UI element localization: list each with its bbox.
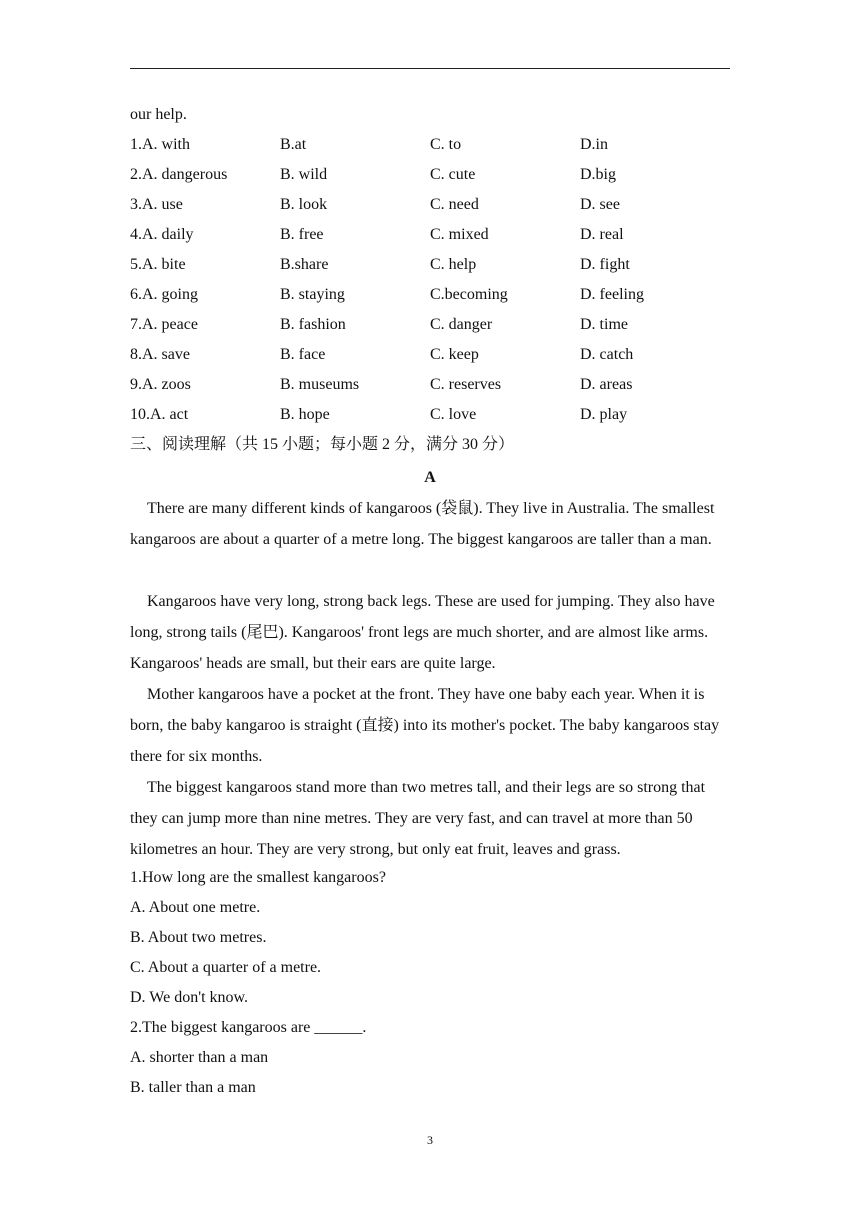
paragraph-1: There are many different kinds of kangaroos (袋鼠). They live in Australia. The smallest kangaroos are about a quarter of a metre long. The biggest kangaroos are taller than a man. bbox=[130, 500, 715, 548]
option-a: 9.A. zoos bbox=[130, 376, 191, 393]
section-header: 三、阅读理解（共 15 小题；每小题 2 分，满分 30 分） bbox=[130, 436, 515, 453]
option-b: B. staying bbox=[280, 286, 345, 303]
paragraph-3: Mother kangaroos have a pocket at the front. They have one baby each year. When it is born, the baby kangaroo is straight (直接) into its mother's pocket. The baby kangaroos stay there for six months. bbox=[130, 686, 720, 765]
question-line: B. About two metres. bbox=[130, 929, 267, 946]
option-a: 6.A. going bbox=[130, 286, 198, 303]
option-c: C. keep bbox=[430, 346, 479, 363]
option-c: C. to bbox=[430, 136, 462, 153]
question-line: B. taller than a man bbox=[130, 1079, 256, 1096]
option-a: 3.A. use bbox=[130, 196, 183, 213]
option-a: 7.A. peace bbox=[130, 316, 198, 333]
option-d: D. real bbox=[580, 226, 624, 243]
paragraph-2: Kangaroos have very long, strong back legs. These are used for jumping. They also have long, strong tails (尾巴). Kangaroos' front legs are much shorter, and are almost like arms. Kangaroos' heads are small, but their ears are quite large. bbox=[130, 593, 715, 672]
option-d: D. fight bbox=[580, 256, 630, 273]
option-d: D. time bbox=[580, 316, 628, 333]
option-a: 5.A. bite bbox=[130, 256, 186, 273]
option-a: 8.A. save bbox=[130, 346, 190, 363]
question-line: A. About one metre. bbox=[130, 899, 261, 916]
option-b: B.share bbox=[280, 256, 329, 273]
page-number: 3 bbox=[427, 1133, 433, 1147]
option-b: B.at bbox=[280, 136, 307, 153]
option-c: C. help bbox=[430, 256, 477, 273]
option-b: B. fashion bbox=[280, 316, 346, 333]
option-c: C. danger bbox=[430, 316, 493, 333]
option-b: B. face bbox=[280, 346, 326, 363]
option-c: C. mixed bbox=[430, 226, 489, 243]
option-a: 1.A. with bbox=[130, 136, 190, 153]
question-line: D. We don't know. bbox=[130, 989, 249, 1006]
option-a: 10.A. act bbox=[130, 406, 189, 423]
option-d: D. catch bbox=[580, 346, 634, 363]
paragraph-4: The biggest kangaroos stand more than two metres tall, and their legs are so strong that they can jump more than nine metres. They are very fast, and can travel at more than 50 kilometres an hour. They are very strong, but only eat fruit, leaves and grass. bbox=[130, 779, 706, 858]
question-line: 2.The biggest kangaroos are ______. bbox=[130, 1019, 367, 1036]
option-d: D. feeling bbox=[580, 286, 644, 303]
option-b: B. free bbox=[280, 226, 324, 243]
option-d: D.in bbox=[580, 136, 608, 153]
option-d: D. see bbox=[580, 196, 620, 213]
option-c: C.becoming bbox=[430, 286, 508, 303]
option-d: D. areas bbox=[580, 376, 633, 393]
option-b: B. hope bbox=[280, 406, 330, 423]
option-c: C. love bbox=[430, 406, 477, 423]
option-b: B. look bbox=[280, 196, 328, 213]
option-c: C. need bbox=[430, 196, 479, 213]
option-b: B. wild bbox=[280, 166, 328, 183]
option-c: C. cute bbox=[430, 166, 476, 183]
passage-title: A bbox=[424, 469, 436, 486]
option-a: 2.A. dangerous bbox=[130, 166, 228, 183]
option-b: B. museums bbox=[280, 376, 360, 393]
option-a: 4.A. daily bbox=[130, 226, 194, 243]
option-d: D. play bbox=[580, 406, 628, 423]
question-line: C. About a quarter of a metre. bbox=[130, 959, 322, 976]
header-rule bbox=[130, 68, 730, 69]
question-line: A. shorter than a man bbox=[130, 1049, 269, 1066]
question-line: 1.How long are the smallest kangaroos? bbox=[130, 869, 386, 886]
option-c: C. reserves bbox=[430, 376, 502, 393]
continuation-text: our help. bbox=[130, 106, 187, 123]
option-d: D.big bbox=[580, 166, 616, 183]
